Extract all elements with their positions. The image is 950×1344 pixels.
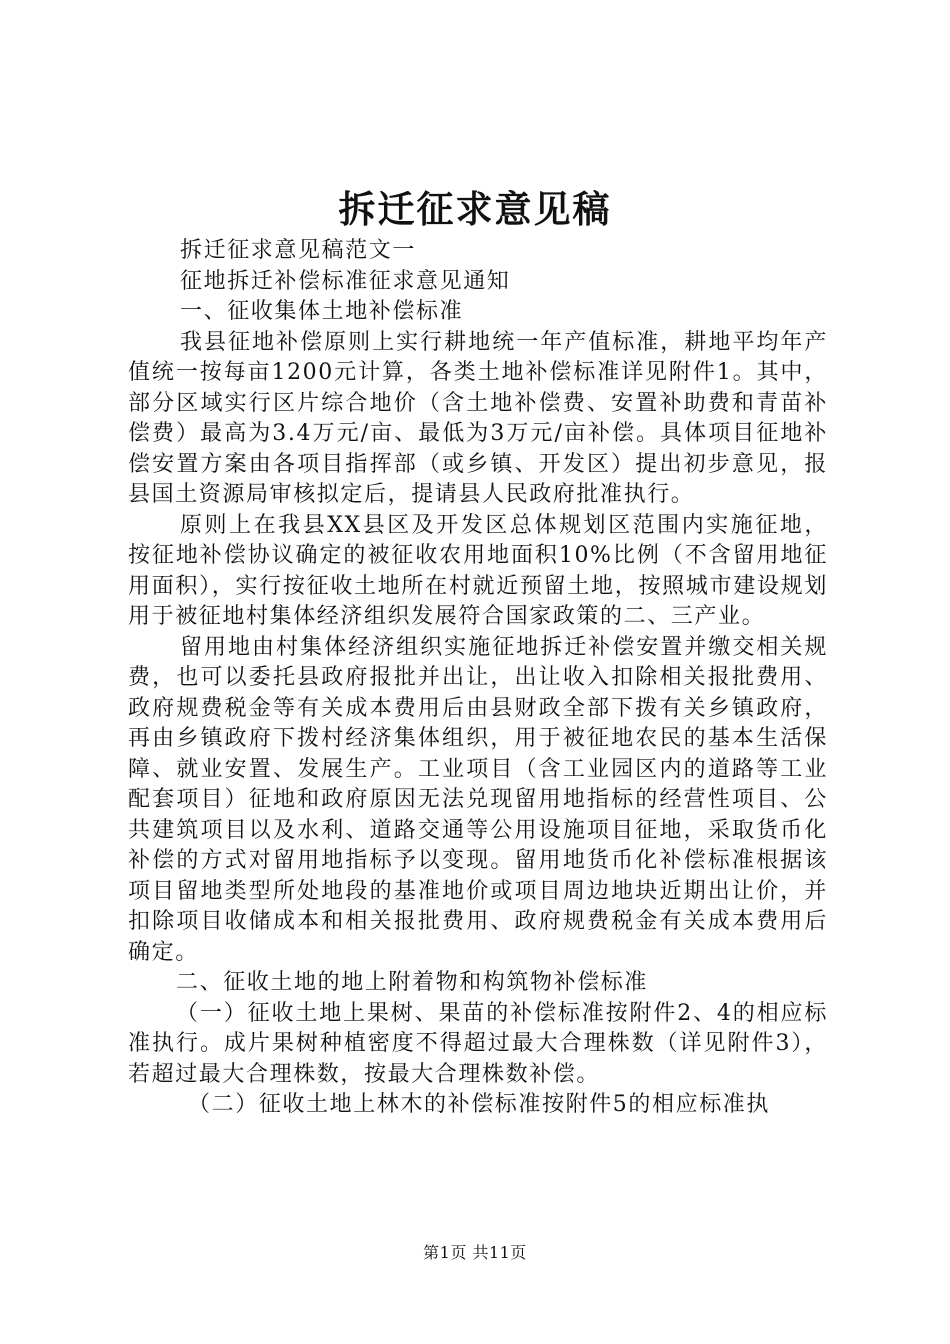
document-body [128, 236, 828, 1121]
paragraph-subtitle: 拆迁征求意见稿范文一 [180, 238, 417, 263]
paragraph-reserved-land-use: 留用地由村集体经济组织实施征地拆迁补偿安置并缴交相关规费，也可以委托县政府报批并出让，出让收入扣除相关报批费用、政府规费税金等有关成本费用后由县财政全部下拨有关乡镇政府，再由乡镇政府下拨村经济集体组织，用于被征地农民的基本生活保障、就业安置、发展生产。工业项目（含工业园区内的道路等工业配套项目）征地和政府原因无法兑现留用地指标的经营性项目、公共建筑项目以及水利、道路交通等公用设施项目征地，采取货币化补偿的方式对留用地指标予以变现。留用地货币化补偿标准根据该项目留地类型所处地段的基准地价或项目周边地块近期出让价，并扣除项目收储成本和相关报批费用、政府规费税金有关成本费用后确定。 [128, 634, 828, 965]
document-title: 拆迁征求意见稿 [338, 187, 612, 231]
paragraph-fruit-trees: （一）征收土地上果树、果苗的补偿标准按附件2、4的相应标准执行。成片果树种植密度不得超过最大合理株数（详见附件3），若超过最大合理株数，按最大合理株数补偿。 [128, 1000, 828, 1087]
paragraph-forest-trees: （二）征收土地上林木的补偿标准按附件5的相应标准执 [188, 1092, 770, 1117]
page-footer: 第1页 共11页 [423, 1243, 527, 1262]
paragraph-compensation-standard: 我县征地补偿原则上实行耕地统一年产值标准，耕地平均年产值统一按每亩1200元计算，各类土地补偿标准详见附件1。其中，部分区域实行区片综合地价（含土地补偿费、安置补助费和青苗补偿费）最高为3.4万元/亩、最低为3万元/亩补偿。具体项目征地补偿安置方案由各项目指挥部（或乡镇、开发区）提出初步意见，报县国土资源局审核拟定后，提请县人民政府批准执行。 [128, 329, 828, 507]
paragraph-reserved-land: 原则上在我县XX县区及开发区总体规划区范围内实施征地，按征地补偿协议确定的被征收农用地面积10%比例（不含留用地征用面积），实行按征收土地所在村就近预留土地，按照城市建设规划用于被征地村集体经济组织发展符合国家政策的二、三产业。 [128, 512, 828, 629]
section-heading-1: 一、征收集体土地补偿标准 [180, 299, 464, 324]
paragraph-notice-title: 征地拆迁补偿标准征求意见通知 [180, 268, 511, 294]
section-heading-2: 二、征收土地的地上附着物和构筑物补偿标准 [176, 970, 649, 995]
